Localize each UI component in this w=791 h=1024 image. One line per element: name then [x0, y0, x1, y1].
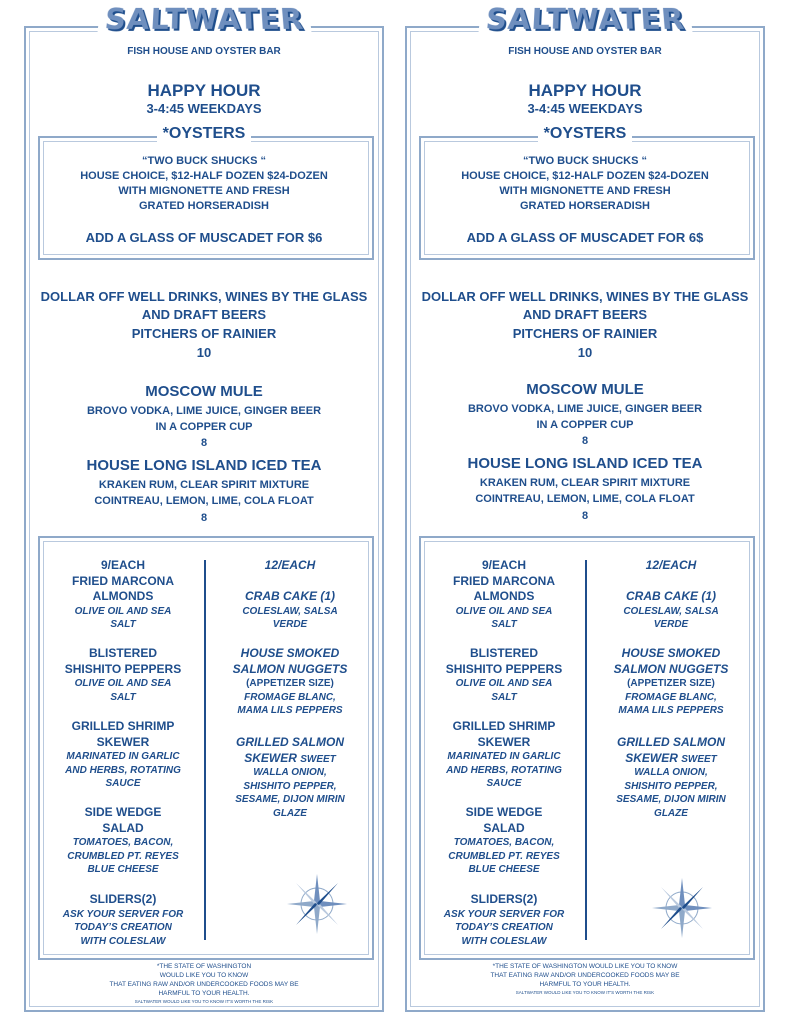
- muscadet-offer: ADD A GLASS OF MUSCADET FOR 6$: [466, 230, 704, 245]
- item-desc: ASK YOUR SERVER FOR: [62, 908, 184, 920]
- item-name: ALMONDS: [92, 589, 154, 604]
- left-column: [48, 805, 198, 877]
- compass-rose-icon: [647, 870, 717, 946]
- mule-price: 8: [200, 437, 208, 449]
- item-name: SKEWER: [477, 734, 531, 749]
- item-desc: CRUMBLED PT. REYES: [67, 850, 179, 862]
- mule-title: MOSCOW MULE: [526, 381, 644, 398]
- price-tier: 12/EACH: [264, 558, 316, 572]
- oysters-line: WITH MIGNONETTE AND FRESH: [499, 185, 671, 197]
- drinks-price: 10: [196, 345, 212, 360]
- price-tier: 9/EACH: [100, 558, 145, 572]
- happy-hour-title: HAPPY HOUR: [528, 81, 642, 100]
- item-desc: FROMAGE BLANC,: [244, 691, 336, 703]
- happy-hour-title: HAPPY HOUR: [147, 81, 261, 100]
- oysters-line: GRATED HORSERADISH: [520, 200, 650, 212]
- happy-hour-times: 3-4:45 WEEKDAYS: [146, 101, 262, 116]
- item-name: SKEWER: [625, 750, 678, 765]
- drinks-line: AND DRAFT BEERS: [141, 307, 267, 322]
- footer-tagline: SALTWATER WOULD LIKE YOU TO KNOW IT'S WORTH THE RISK: [515, 990, 655, 995]
- right-column: [591, 646, 751, 718]
- column-divider: [204, 560, 206, 940]
- menu-panel-right: [401, 0, 769, 1020]
- mule-line: BROVO VODKA, LIME JUICE, GINGER BEER: [86, 405, 322, 417]
- item-name: BLISTERED: [88, 646, 157, 660]
- right-column: [591, 735, 751, 820]
- right-column: [210, 558, 370, 574]
- drinks-line: PITCHERS OF RAINIER: [512, 326, 658, 341]
- item-desc: OLIVE OIL AND SEA: [74, 678, 172, 690]
- mule-title: MOSCOW MULE: [145, 383, 263, 400]
- logo: [20, 2, 388, 52]
- item-name: SLIDERS(2): [89, 892, 157, 906]
- item-desc: OLIVE OIL AND SEA: [455, 605, 553, 617]
- mule-line: BROVO VODKA, LIME JUICE, GINGER BEER: [467, 403, 703, 415]
- item-desc: COLESLAW, SALSA: [242, 605, 338, 617]
- item-desc: SESAME, DIJON MIRIN: [235, 794, 345, 806]
- item-desc: CRUMBLED PT. REYES: [448, 850, 560, 862]
- left-column: [429, 558, 579, 632]
- item-desc: MAMA LILS PEPPERS: [618, 705, 724, 717]
- item-name: SIDE WEDGE: [465, 805, 543, 819]
- drinks-line: PITCHERS OF RAINIER: [131, 326, 277, 341]
- item-desc: TODAY’S CREATION: [455, 922, 553, 934]
- tea-title: HOUSE LONG ISLAND ICED TEA: [86, 457, 322, 474]
- logo-wordmark: SALTWATER: [97, 3, 311, 36]
- footer-line: *THE STATE OF WASHINGTON WOULD LIKE YOU TO KNOW: [492, 963, 678, 970]
- item-desc: SALT: [491, 691, 517, 703]
- oysters-line: WITH MIGNONETTE AND FRESH: [118, 185, 290, 197]
- left-column: [48, 558, 198, 632]
- right-column: [210, 646, 370, 718]
- left-column: [429, 892, 579, 948]
- item-name: GRILLED SHRIMP: [452, 719, 556, 733]
- item-name: SLIDERS(2): [470, 892, 538, 906]
- footer-line: HARMFUL TO YOUR HEALTH.: [158, 990, 250, 997]
- item-desc: SALT: [110, 691, 136, 703]
- item-name-tail: SWEET: [300, 753, 336, 765]
- item-desc: (APPETIZER SIZE): [246, 678, 334, 690]
- oysters-title-text: *OYSTERS: [157, 125, 252, 142]
- left-column: [48, 719, 198, 791]
- tea-price: 8: [200, 512, 208, 524]
- item-name: SALAD: [483, 820, 525, 835]
- item-desc: AND HERBS, ROTATING: [65, 764, 181, 776]
- item-desc: GLAZE: [654, 807, 688, 819]
- oysters-line: “TWO BUCK SHUCKS “: [141, 155, 267, 167]
- item-name: SALMON NUGGETS: [613, 661, 729, 676]
- right-column: [210, 589, 370, 632]
- logo-wordmark: SALTWATER: [478, 3, 692, 36]
- oysters-title-text: *OYSTERS: [538, 125, 633, 142]
- item-name: CRAB CAKE (1): [245, 589, 335, 603]
- tea-price: 8: [581, 510, 589, 522]
- left-column: [429, 646, 579, 704]
- item-desc: OLIVE OIL AND SEA: [455, 678, 553, 690]
- compass-rose-icon: [282, 866, 352, 942]
- item-name: FRIED MARCONA: [72, 573, 174, 588]
- item-name: ALMONDS: [473, 589, 535, 604]
- price-tier: 12/EACH: [645, 558, 697, 572]
- item-name: HOUSE SMOKED: [621, 646, 721, 660]
- item-desc: TOMATOES, BACON,: [72, 837, 174, 849]
- drinks-line: DOLLAR OFF WELL DRINKS, WINES BY THE GLASS: [421, 289, 749, 304]
- oysters-title: [401, 125, 769, 143]
- column-divider: [585, 560, 587, 940]
- subtitle: FISH HOUSE AND OYSTER BAR: [508, 46, 662, 57]
- item-name-tail: SWEET: [681, 753, 717, 765]
- tea-line: KRAKEN RUM, CLEAR SPIRIT MIXTURE: [98, 479, 310, 491]
- oysters-line: “TWO BUCK SHUCKS “: [522, 155, 648, 167]
- item-name: FRIED MARCONA: [453, 573, 555, 588]
- item-desc: SALT: [110, 619, 136, 631]
- muscadet-offer: ADD A GLASS OF MUSCADET FOR $6: [85, 230, 323, 245]
- item-desc: MAMA LILS PEPPERS: [237, 705, 343, 717]
- item-desc: MARINATED IN GARLIC: [66, 751, 180, 763]
- item-name: SKEWER: [244, 750, 297, 765]
- item-desc: WALLA ONION,: [253, 767, 327, 779]
- oysters-line: GRATED HORSERADISH: [139, 200, 269, 212]
- footer-line: THAT EATING RAW AND/OR UNDERCOOKED FOODS MAY BE: [109, 981, 299, 988]
- left-column: [48, 892, 198, 948]
- left-column: [429, 719, 579, 791]
- left-column: [48, 646, 198, 704]
- footer-line: HARMFUL TO YOUR HEALTH.: [539, 981, 631, 988]
- item-desc: COLESLAW, SALSA: [623, 605, 719, 617]
- item-name-row: [591, 751, 751, 767]
- item-name: SALMON NUGGETS: [232, 661, 348, 676]
- price-tier: 9/EACH: [481, 558, 526, 572]
- happy-hour-times: 3-4:45 WEEKDAYS: [527, 101, 643, 116]
- item-desc: WALLA ONION,: [634, 767, 708, 779]
- item-name: HOUSE SMOKED: [240, 646, 340, 660]
- item-name: SKEWER: [96, 734, 150, 749]
- item-name: SHISHITO PEPPERS: [64, 661, 182, 676]
- right-column: [210, 735, 370, 820]
- item-desc: AND HERBS, ROTATING: [446, 764, 562, 776]
- item-desc: TOMATOES, BACON,: [453, 837, 555, 849]
- item-desc: MARINATED IN GARLIC: [447, 751, 561, 763]
- right-column: [591, 589, 751, 632]
- footer-line: WOULD LIKE YOU TO KNOW: [159, 972, 249, 979]
- drinks-price: 10: [577, 345, 593, 360]
- item-desc: SAUCE: [486, 778, 522, 790]
- item-name: GRILLED SHRIMP: [71, 719, 175, 733]
- footer-tagline: SALTWATER WOULD LIKE YOU TO KNOW IT'S WORTH THE RISK: [134, 999, 274, 1004]
- item-desc: SAUCE: [105, 778, 141, 790]
- logo: [401, 2, 769, 52]
- item-name: SHISHITO PEPPERS: [445, 661, 563, 676]
- item-desc: WITH COLESLAW: [80, 935, 166, 947]
- subtitle: FISH HOUSE AND OYSTER BAR: [127, 46, 281, 57]
- tea-line: KRAKEN RUM, CLEAR SPIRIT MIXTURE: [479, 477, 691, 489]
- tea-line: COINTREAU, LEMON, LIME, COLA FLOAT: [475, 493, 695, 505]
- item-name: BLISTERED: [469, 646, 538, 660]
- item-desc: TODAY’S CREATION: [74, 922, 172, 934]
- item-desc: VERDE: [653, 619, 689, 631]
- mule-line: IN A COPPER CUP: [536, 419, 634, 431]
- item-name: GRILLED SALMON: [617, 735, 725, 749]
- oysters-line: HOUSE CHOICE, $12-HALF DOZEN $24-DOZEN: [461, 170, 709, 182]
- item-desc: BLUE CHEESE: [468, 864, 540, 876]
- item-desc: ASK YOUR SERVER FOR: [443, 908, 565, 920]
- item-name: GRILLED SALMON: [236, 735, 344, 749]
- item-desc: VERDE: [272, 619, 308, 631]
- drinks-line: AND DRAFT BEERS: [522, 307, 648, 322]
- oysters-line: HOUSE CHOICE, $12-HALF DOZEN $24-DOZEN: [80, 170, 328, 182]
- tea-line: COINTREAU, LEMON, LIME, COLA FLOAT: [94, 495, 314, 507]
- item-desc: (APPETIZER SIZE): [627, 678, 715, 690]
- item-desc: GLAZE: [273, 807, 307, 819]
- item-desc: OLIVE OIL AND SEA: [74, 605, 172, 617]
- item-name-row: [210, 751, 370, 767]
- drinks-line: DOLLAR OFF WELL DRINKS, WINES BY THE GLASS: [40, 289, 368, 304]
- mule-price: 8: [581, 435, 589, 447]
- item-name: SALAD: [102, 820, 144, 835]
- item-name: SIDE WEDGE: [84, 805, 162, 819]
- item-desc: SESAME, DIJON MIRIN: [616, 794, 726, 806]
- item-desc: FROMAGE BLANC,: [625, 691, 717, 703]
- item-desc: SHISHITO PEPPER,: [624, 780, 718, 792]
- left-column: [429, 805, 579, 877]
- item-name: CRAB CAKE (1): [626, 589, 716, 603]
- oysters-title: [20, 125, 388, 143]
- item-desc: SALT: [491, 619, 517, 631]
- item-desc: WITH COLESLAW: [461, 935, 547, 947]
- right-column: [591, 558, 751, 574]
- tea-title: HOUSE LONG ISLAND ICED TEA: [467, 455, 703, 472]
- menu-panel-left: [20, 0, 388, 1020]
- item-desc: BLUE CHEESE: [87, 864, 159, 876]
- mule-line: IN A COPPER CUP: [155, 421, 253, 433]
- item-desc: SHISHITO PEPPER,: [243, 780, 337, 792]
- footer-line: THAT EATING RAW AND/OR UNDERCOOKED FOODS MAY BE: [490, 972, 680, 979]
- footer-line: *THE STATE OF WASHINGTON: [156, 963, 252, 970]
